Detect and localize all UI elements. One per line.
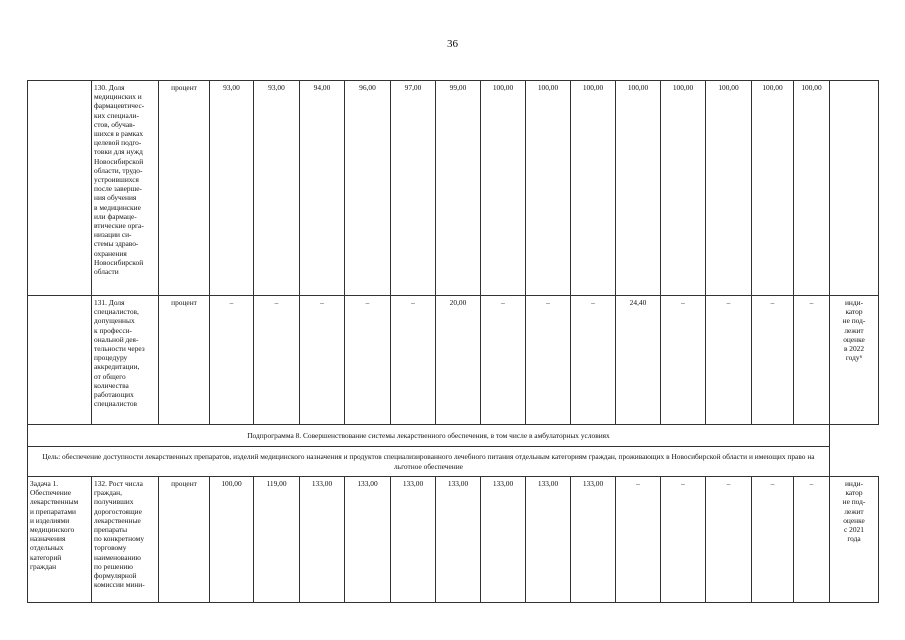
note-cell: инди- катор не под- лежит оценке в 2022 году⁶	[830, 296, 879, 425]
value-cell: 99,00	[436, 81, 481, 296]
value-cell: –	[391, 296, 436, 425]
value-cell: –	[526, 296, 571, 425]
value-cell: –	[345, 296, 391, 425]
subprogram-title: Подпрограмма 8. Совершенствование системы лекарственного обеспечения, в том числе в амбулаторных условиях	[28, 425, 830, 447]
value-cell: 100,00	[661, 81, 706, 296]
goal-row	[28, 447, 879, 477]
value-cell: 93,00	[254, 81, 300, 296]
value-cell: 100,00	[752, 81, 794, 296]
indicator-cell: 130. Доля медицинских и фармацевтичес- ких специали- стов, обучав- шихся в рамках целевой подго- товки для нужд Новосибирской области, трудо- устроившихся после заверше- ния обучения в медицинские или фармаце- втические орга- низации си- стемы здраво- охранения Новосибирской области	[92, 81, 159, 296]
table-row	[28, 477, 879, 603]
value-cell: –	[661, 477, 706, 603]
value-cell: 133,00	[436, 477, 481, 603]
value-cell: –	[752, 296, 794, 425]
value-cell: 100,00	[616, 81, 661, 296]
unit-cell: процент	[159, 296, 210, 425]
value-cell: –	[210, 296, 254, 425]
task-cell	[28, 296, 92, 425]
value-cell: 100,00	[706, 81, 752, 296]
value-cell: –	[794, 477, 830, 603]
value-cell: 100,00	[481, 81, 526, 296]
value-cell: 100,00	[571, 81, 616, 296]
value-cell: –	[481, 296, 526, 425]
unit-cell: процент	[159, 477, 210, 603]
subprogram-row	[28, 425, 879, 447]
value-cell: 133,00	[391, 477, 436, 603]
value-cell: 119,00	[254, 477, 300, 603]
value-cell: 133,00	[300, 477, 345, 603]
note-cell: инди- катор не под- лежит оценке с 2021 года	[830, 477, 879, 603]
note-cell	[830, 81, 879, 296]
value-cell: 96,00	[345, 81, 391, 296]
value-cell: 133,00	[481, 477, 526, 603]
table-row	[28, 296, 879, 425]
value-cell: –	[706, 296, 752, 425]
goal-text: Цель: обеспечение доступности лекарственных препаратов, изделий медицинского назначения и продуктов специализированного лечебного питания отдельным категориям граждан, проживающих в Новосибирской области и имеющих право на льготное обеспечение	[28, 447, 830, 477]
value-cell: 20,00	[436, 296, 481, 425]
value-cell: 100,00	[794, 81, 830, 296]
table-row	[28, 81, 879, 296]
value-cell: –	[661, 296, 706, 425]
value-cell: 93,00	[210, 81, 254, 296]
value-cell: 133,00	[345, 477, 391, 603]
value-cell: 94,00	[300, 81, 345, 296]
task-cell: Задача 1. Обеспечение лекарственным и препаратами и изделиями медицинского назначения отдельных категорий граждан	[28, 477, 92, 603]
value-cell: –	[752, 477, 794, 603]
value-cell: 24,40	[616, 296, 661, 425]
indicator-cell: 132. Рост числа граждан, получивших дорогостоящие лекарственные препараты по конкретному торговому наименованию по решению формулярной комиссии мини-	[92, 477, 159, 603]
unit-cell: процент	[159, 81, 210, 296]
value-cell: –	[300, 296, 345, 425]
value-cell: 133,00	[526, 477, 571, 603]
value-cell: –	[571, 296, 616, 425]
value-cell: 100,00	[210, 477, 254, 603]
indicator-table	[27, 80, 879, 603]
value-cell: 100,00	[526, 81, 571, 296]
value-cell: –	[794, 296, 830, 425]
indicator-cell: 131. Доля специалистов, допущенных к професси- ональной дея- тельности через процедуру аккредитации, от общего количества работающих специалистов	[92, 296, 159, 425]
value-cell: 97,00	[391, 81, 436, 296]
page-number: 36	[447, 38, 458, 50]
task-cell	[28, 81, 92, 296]
value-cell: –	[616, 477, 661, 603]
value-cell: –	[706, 477, 752, 603]
value-cell: –	[254, 296, 300, 425]
value-cell: 133,00	[571, 477, 616, 603]
